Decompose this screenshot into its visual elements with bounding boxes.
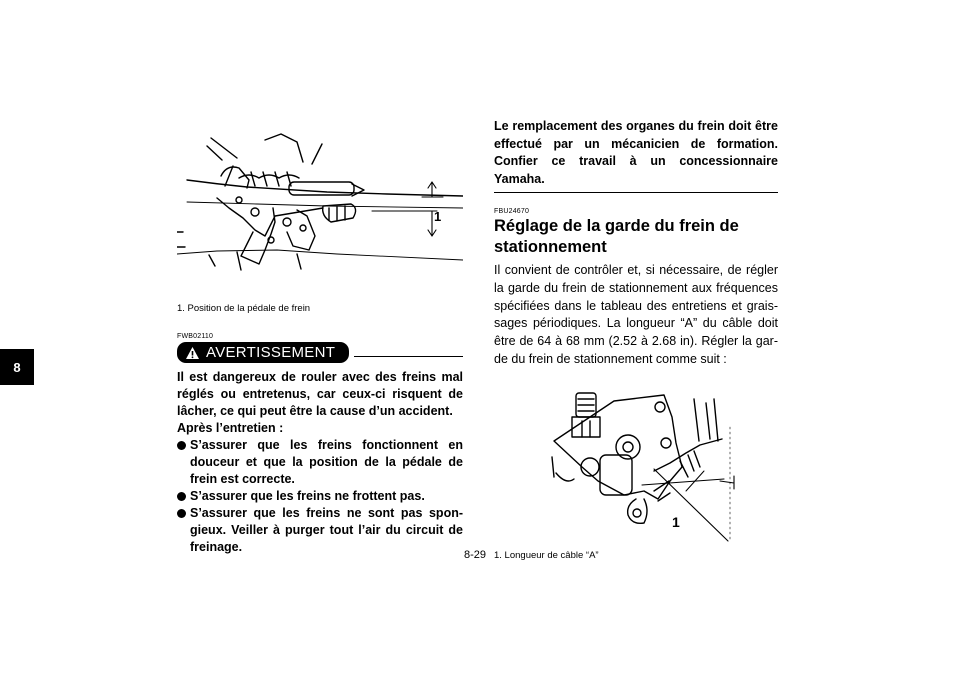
notice-rule (494, 192, 778, 193)
warning-text: Il est dangereux de rouler avec des freins mal réglés ou entretenus, car ceux-ci risquent de lâcher, ce qui peut être la cause d’un accident. (177, 370, 463, 418)
right-column (494, 118, 778, 561)
warning-title: AVERTISSEMENT (206, 344, 336, 361)
figure-label-1: 1 (434, 209, 442, 224)
warning-code: FWB02110 (177, 333, 214, 340)
section-title: Réglage de la garde du frein de stationnement (494, 217, 739, 256)
chapter-tab: 8 (0, 349, 34, 385)
list-item (177, 488, 463, 505)
brake-pedal-figure (177, 124, 463, 289)
figure-caption: 1. Longueur de câble “A” (494, 549, 599, 561)
list-item (177, 505, 463, 556)
figure-label-1: 1 (672, 513, 680, 530)
warning-triangle-icon (185, 346, 200, 360)
section-code: FBU24670 (494, 208, 530, 215)
warning-bullet-list (177, 437, 463, 556)
notice-text: Le remplacement des organes du frein doit être effectué par un mécanicien de formation. Confier ce travail à un concessionnaire Yamaha. (494, 119, 778, 186)
page-number: 8-29 (464, 549, 487, 561)
figure-caption: 1. Position de la pédale de frein (177, 303, 311, 314)
bullet-text: S’assurer que les freins ne frottent pas. (190, 489, 425, 503)
warning-rule (354, 356, 463, 357)
bullet-dot-icon (177, 492, 186, 501)
bullet-text: S’assurer que les freins fonctionnent en douceur et que la position de la pédale de frein est correcte. (190, 438, 463, 486)
after-service-heading: Après l’entretien : (177, 421, 284, 435)
warning-header (177, 342, 463, 363)
bullet-dot-icon (177, 509, 186, 518)
parking-brake-cable-figure (494, 381, 778, 546)
list-item (177, 437, 463, 488)
bullet-dot-icon (177, 441, 186, 450)
warning-badge (177, 342, 349, 363)
section-body: Il convient de contrôler et, si nécessaire, de régler la garde du frein de stationnement aux fréquences spécifiées dans le tableau des entretiens et grais-sages périodiques. La longueur “A” du câble doit être de 64 à 68 mm (2.52 à 2.68 in). Régler la gar-de du frein de stationnement comme suit : (494, 263, 778, 366)
bullet-text: S’assurer que les freins ne sont pas spon-gieux. Veiller à purger tout l’air du circuit de freinage. (190, 506, 463, 554)
left-column (177, 124, 463, 556)
